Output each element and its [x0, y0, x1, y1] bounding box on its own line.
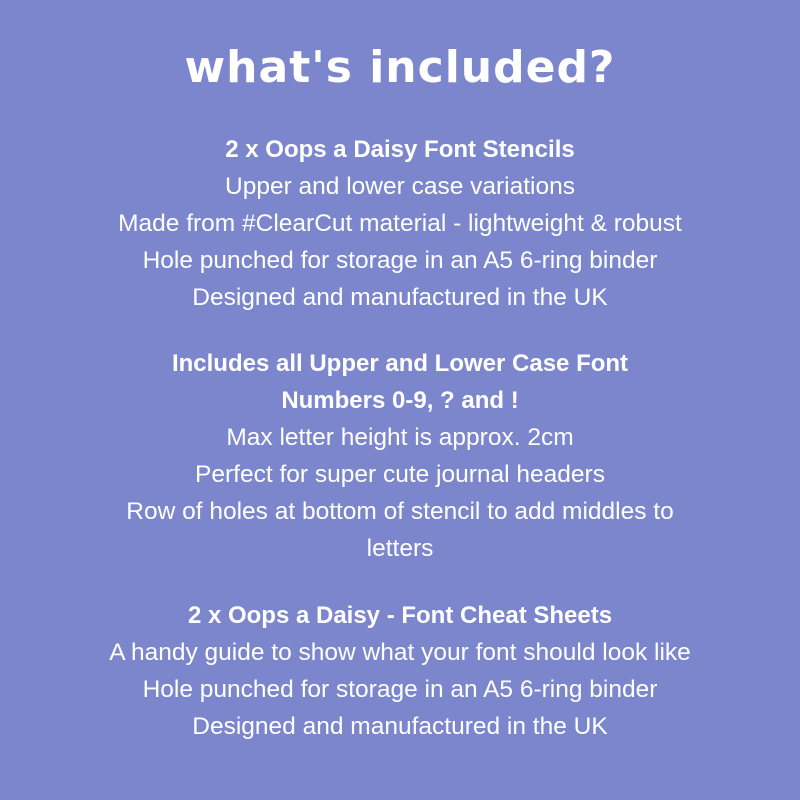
feature-line: Designed and manufactured in the UK — [192, 713, 608, 740]
feature-line: Hole punched for storage in an A5 6-ring binder — [142, 247, 658, 274]
feature-line: Hole punched for storage in an A5 6-ring binder — [142, 676, 658, 703]
feature-line: Upper and lower case variations — [225, 173, 575, 200]
stencils-section — [20, 131, 780, 316]
page-title: what's included? — [184, 42, 616, 93]
feature-line: Perfect for super cute journal headers — [195, 461, 605, 488]
section-heading: 2 x Oops a Daisy Font Stencils — [225, 136, 575, 163]
feature-line: Max letter height is approx. 2cm — [226, 424, 574, 451]
font-details-section — [20, 345, 780, 567]
section-heading: 2 x Oops a Daisy - Font Cheat Sheets — [187, 602, 613, 629]
section-heading: Includes all Upper and Lower Case Font — [171, 350, 629, 377]
feature-line: Row of holes at bottom of stencil to add middles to — [126, 498, 674, 525]
feature-line: letters — [366, 535, 434, 562]
section-heading: Numbers 0-9, ? and ! — [281, 387, 519, 414]
feature-line: Made from #ClearCut material - lightweight & robust — [118, 210, 682, 237]
feature-line: A handy guide to show what your font should look like — [109, 639, 691, 666]
cheat-sheets-section — [20, 597, 780, 745]
feature-line: Designed and manufactured in the UK — [192, 284, 608, 311]
